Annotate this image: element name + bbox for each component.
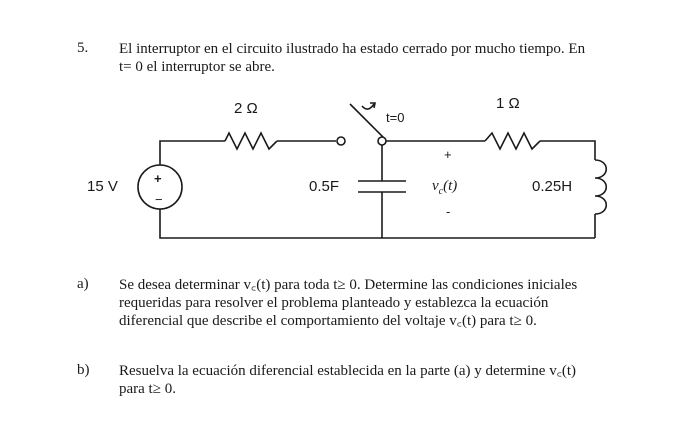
wire-to-inductor (540, 141, 595, 160)
vc-label-t: (t) (443, 178, 458, 194)
vc-minus: - (446, 204, 451, 219)
vc-label-sub: c (438, 186, 444, 197)
source-minus: − (155, 192, 163, 207)
part-a-letter: a) (77, 276, 89, 292)
source-label: 15 V (87, 178, 118, 195)
part-a-text (119, 276, 629, 330)
statement-line-2: t= 0 el interruptor se abre. (119, 59, 275, 75)
statement-line-1: El interruptor en el circuito ilustrado ha estado cerrado por mucho tiempo. En (119, 41, 586, 57)
vc-plus: + (444, 147, 452, 162)
inductor-label: 0.25H (532, 178, 573, 195)
source-plus: + (154, 171, 162, 186)
vc-label (432, 178, 457, 197)
part-b-line-2: para t≥ 0. (119, 381, 176, 397)
switch-label: t=0 (386, 110, 405, 125)
part-a-line-3: diferencial que describe el comportamiento del voltaje v꜀(t) para t≥ 0. (119, 313, 537, 329)
part-b-line-1: Resuelva la ecuación diferencial establecida en la parte (a) y determine v꜀(t) (119, 363, 577, 379)
resistor-1ohm (485, 133, 540, 149)
wire-top-left (160, 141, 225, 165)
wire-bottom (160, 209, 595, 238)
cap-label: 0.5F (309, 178, 340, 195)
inductor-coil (595, 160, 606, 214)
switch-contact-left (337, 137, 345, 145)
r1-label: 2 Ω (234, 100, 258, 117)
resistor-2ohm (225, 133, 277, 149)
part-b-text (119, 362, 639, 398)
vc-label-v: v (432, 178, 439, 194)
part-a-line-2: requeridas para resolver el problema planteado y establezca la ecuación (119, 295, 549, 311)
problem-number: 5. (77, 40, 89, 56)
part-b-letter: b) (77, 362, 90, 378)
r2-label: 1 Ω (496, 95, 520, 112)
part-a-line-1: Se desea determinar v꜀(t) para toda t≥ 0. Determine las condiciones iniciales (119, 277, 578, 293)
switch-contact-right (378, 137, 386, 145)
switch-arrow-arc (362, 104, 374, 109)
